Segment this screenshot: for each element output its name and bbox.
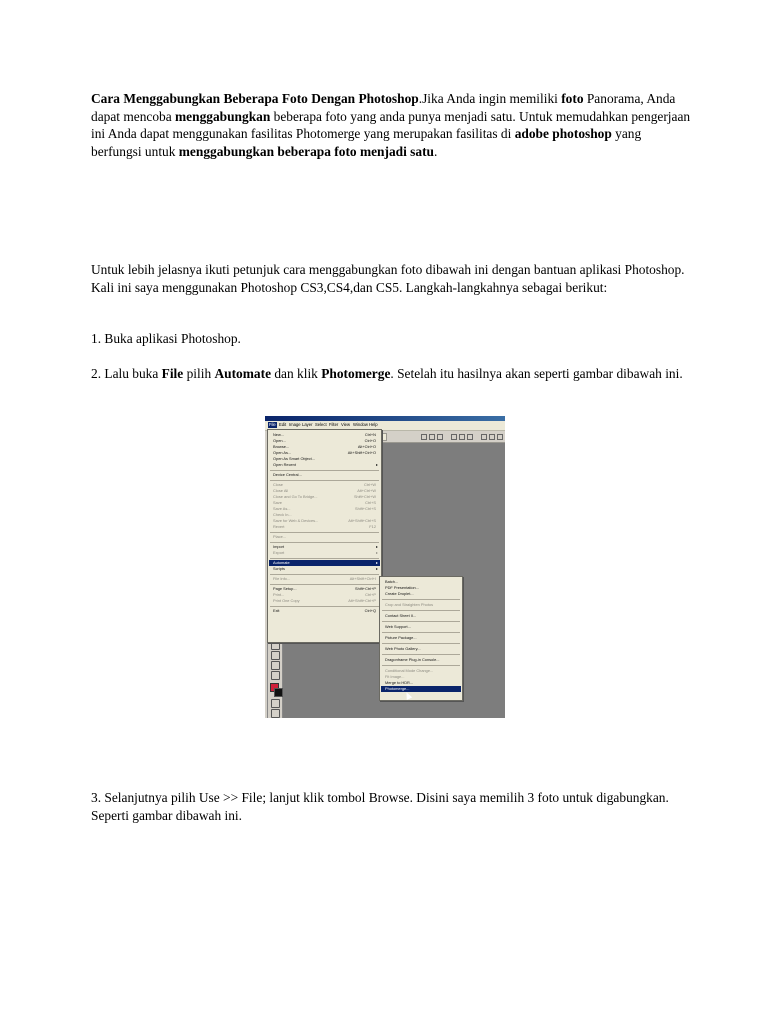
- intro-bold-foto: foto: [561, 91, 584, 106]
- menu-item-label: Close All: [273, 488, 289, 493]
- distribute-icon: [497, 434, 503, 440]
- step-1: 1. Buka aplikasi Photoshop.: [91, 331, 241, 346]
- automate-menu-item-contact-sheet-ii[interactable]: [381, 613, 461, 619]
- menu-item-label: Batch...: [385, 579, 399, 584]
- menu-separator: [270, 480, 379, 481]
- step-2-bold-file: File: [161, 366, 184, 381]
- step-2-bold-photomerge: Photomerge: [321, 366, 391, 381]
- menu-separator: [270, 574, 379, 575]
- photoshop-screenshot: [265, 416, 505, 718]
- menu-item-label: Open As Smart Object...: [273, 456, 315, 461]
- menu-item-label: Open...: [273, 438, 286, 443]
- screen-mode-icon: [271, 709, 280, 718]
- menu-item-label: Open Recent: [273, 462, 296, 467]
- distribute-icon: [467, 434, 473, 440]
- menu-item-label: Revert: [273, 524, 285, 529]
- distribute-icon: [451, 434, 457, 440]
- menu-item-label: Create Droplet...: [385, 591, 414, 596]
- menubar-item-help[interactable]: Help: [369, 422, 378, 427]
- file-menu-item-print-one-copy[interactable]: [269, 598, 380, 604]
- menu-separator: [270, 558, 379, 559]
- menu-item-label: Save: [273, 500, 282, 505]
- menu-item-label: Web Photo Gallery...: [385, 646, 421, 651]
- quick-mask-icon: [271, 699, 280, 708]
- menu-item-shortcut: Ctrl+N: [364, 432, 376, 437]
- file-menu: [267, 429, 382, 643]
- menubar-item-window[interactable]: Window: [353, 422, 368, 427]
- submenu-arrow-icon: ▸: [376, 566, 378, 571]
- automate-menu-item-web-photo-gallery[interactable]: [381, 646, 461, 652]
- menu-separator: [270, 606, 379, 607]
- menu-separator: [270, 470, 379, 471]
- menu-item-label: Export: [273, 550, 285, 555]
- intro-text-1: .Jika Anda ingin memiliki: [418, 91, 562, 106]
- intro-text-4: yang berfungsi untuk: [91, 126, 642, 159]
- menu-item-shortcut: Ctrl+W: [364, 482, 376, 487]
- automate-menu-item-crop-and-straighten-photos[interactable]: [381, 602, 461, 608]
- menu-item-shortcut: Alt+Ctrl+O: [357, 444, 376, 449]
- step-2-text-3: dan klik: [271, 366, 322, 381]
- step-3: 3. Selanjutnya pilih Use >> File; lanjut klik tombol Browse. Disini saya memilih 3 foto untuk digabungkan. Seperti gambar dibawah ini.: [91, 790, 669, 823]
- intro-bold-menggabungkan-foto: menggabungkan beberapa foto menjadi satu: [178, 143, 434, 159]
- menu-item-label: File Info...: [273, 576, 291, 581]
- menubar-item-image[interactable]: Image: [289, 422, 301, 427]
- menu-item-label: Import: [273, 544, 285, 549]
- menu-separator: [382, 610, 460, 611]
- file-menu-item-scripts[interactable]: [269, 566, 380, 572]
- automate-menu-item-dragonframe-plug-in-console[interactable]: [381, 657, 461, 663]
- intro-text-5: .: [433, 143, 438, 159]
- step-2: [91, 365, 691, 383]
- photoshop-toolbox: [267, 638, 283, 718]
- menu-separator: [382, 632, 460, 633]
- menu-item-shortcut: Alt+Ctrl+W: [357, 488, 376, 493]
- menu-item-shortcut: Ctrl+O: [364, 438, 376, 443]
- menubar-item-view[interactable]: View: [341, 422, 351, 427]
- menu-item-shortcut: Shift+Ctrl+P: [355, 586, 376, 591]
- menu-item-label: Scripts: [273, 566, 285, 571]
- distribute-icon: [489, 434, 495, 440]
- file-menu-item-export[interactable]: [269, 550, 380, 556]
- menu-item-shortcut: Ctrl+P: [365, 592, 376, 597]
- menu-item-label: Fit Image...: [385, 674, 405, 679]
- menu-item-shortcut: Shift+Ctrl+W: [353, 494, 376, 499]
- menu-item-label: Web Support...: [385, 624, 411, 629]
- menubar-item-layer[interactable]: Layer: [302, 422, 313, 427]
- menu-item-label: Dragonframe Plug-in Console...: [385, 657, 440, 662]
- menu-item-label: Conditional Mode Change...: [385, 668, 434, 673]
- menu-item-label: Close: [273, 482, 283, 487]
- menubar-item-edit[interactable]: Edit: [279, 422, 287, 427]
- automate-menu-item-create-droplet[interactable]: [381, 591, 461, 597]
- menu-item-label: Save As...: [273, 506, 291, 511]
- menu-separator: [382, 621, 460, 622]
- background-color-swatch: [274, 688, 283, 697]
- menu-item-shortcut: Ctrl+S: [365, 500, 376, 505]
- file-menu-item-open-recent[interactable]: [269, 462, 380, 468]
- submenu-arrow-icon: ▸: [376, 550, 378, 555]
- step-2-text-1: 2. Lalu buka: [91, 366, 162, 381]
- menu-separator: [382, 599, 460, 600]
- automate-menu-item-web-support[interactable]: [381, 624, 461, 630]
- menu-item-shortcut: Shift+Ctrl+S: [355, 506, 376, 511]
- menu-separator: [270, 584, 379, 585]
- intro-paragraph: [91, 90, 691, 160]
- intro-text-3: beberapa foto yang anda punya menjadi satu. Untuk memudahkan pengerjaan ini Anda dapat menggunakan fasilitas Photomerge yang merupakan fasilitas di: [91, 108, 691, 141]
- menu-item-label: Open As...: [273, 450, 292, 455]
- step-2-text-2: pilih: [183, 366, 215, 381]
- file-menu-item-place[interactable]: [269, 534, 380, 540]
- menu-item-label: Exit: [273, 608, 280, 613]
- submenu-arrow-icon: ▸: [376, 462, 378, 467]
- explanation-paragraph: Untuk lebih jelasnya ikuti petunjuk cara menggabungkan foto dibawah ini dengan bantuan aplikasi Photoshop. Kali ini saya menggunakan Photoshop CS3,CS4,dan CS5. Langkah-langkahnya sebagai berikut:: [91, 262, 685, 295]
- intro-bold-adobe-photoshop: adobe photoshop: [514, 126, 612, 141]
- menu-item-label: Picture Package...: [385, 635, 417, 640]
- menu-item-label: Contact Sheet II...: [385, 613, 417, 618]
- menu-item-label: Print One Copy: [273, 598, 300, 603]
- align-icon: [429, 434, 435, 440]
- file-menu-item-exit[interactable]: [269, 608, 380, 614]
- distribute-icon: [459, 434, 465, 440]
- automate-submenu: [379, 576, 463, 701]
- article-title: Cara Menggabungkan Beberapa Foto Dengan Photoshop: [91, 91, 419, 106]
- file-menu-item-revert[interactable]: [269, 524, 380, 530]
- menu-separator: [270, 532, 379, 533]
- file-menu-item-device-central[interactable]: [269, 472, 380, 478]
- hand-icon: [271, 671, 280, 680]
- menu-item-label: Crop and Straighten Photos: [385, 602, 434, 607]
- menu-separator: [382, 654, 460, 655]
- menu-item-label: Device Central...: [273, 472, 302, 477]
- menu-item-label: PDF Presentation...: [385, 585, 419, 590]
- align-icon: [437, 434, 443, 440]
- automate-menu-item-picture-package[interactable]: [381, 635, 461, 641]
- menu-item-shortcut: F12: [369, 524, 376, 529]
- menu-item-label: Close and Go To Bridge...: [273, 494, 318, 499]
- automate-menu-item-photomerge[interactable]: [381, 686, 461, 692]
- menu-item-shortcut: Alt+Shift+Ctrl+O: [347, 450, 376, 455]
- dodge-icon: [271, 661, 280, 670]
- menu-item-label: Page Setup...: [273, 586, 297, 591]
- distribute-icon: [481, 434, 487, 440]
- menu-item-label: Browse...: [273, 444, 290, 449]
- menu-item-shortcut: Alt+Shift+Ctrl+I: [349, 576, 376, 581]
- file-menu-item-file-info[interactable]: [269, 576, 380, 582]
- menu-separator: [382, 643, 460, 644]
- menu-item-label: Place...: [273, 534, 286, 539]
- menu-separator: [270, 542, 379, 543]
- intro-bold-menggabungkan: menggabungkan: [175, 108, 271, 124]
- intro-text-2: Panorama, Anda dapat mencoba: [91, 91, 676, 124]
- menu-item-shortcut: Alt+Shift+Ctrl+S: [348, 518, 376, 523]
- menubar-item-file[interactable]: File: [269, 422, 276, 427]
- menu-item-shortcut: Alt+Shift+Ctrl+P: [348, 598, 376, 603]
- menu-item-label: Print...: [273, 592, 285, 597]
- menu-item-label: New...: [273, 432, 284, 437]
- menubar-item-select[interactable]: Select: [315, 422, 327, 427]
- step-2-bold-automate: Automate: [214, 366, 272, 381]
- menu-item-label: Check In...: [273, 512, 292, 517]
- step-2-text-4: . Setelah itu hasilnya akan seperti gambar dibawah ini.: [390, 366, 683, 381]
- eyedropper-icon: [271, 651, 280, 660]
- submenu-arrow-icon: ▸: [376, 544, 378, 549]
- menu-separator: [382, 665, 460, 666]
- menu-item-label: Automate: [273, 560, 290, 565]
- menu-item-label: Merge to HDR...: [385, 680, 414, 685]
- menubar-item-filter[interactable]: Filter: [329, 422, 339, 427]
- menu-item-shortcut: Ctrl+Q: [364, 608, 376, 613]
- menu-item-label: Photomerge...: [385, 686, 410, 691]
- submenu-arrow-icon: ▸: [376, 560, 378, 565]
- menu-item-label: Save for Web & Devices...: [273, 518, 319, 523]
- align-icon: [421, 434, 427, 440]
